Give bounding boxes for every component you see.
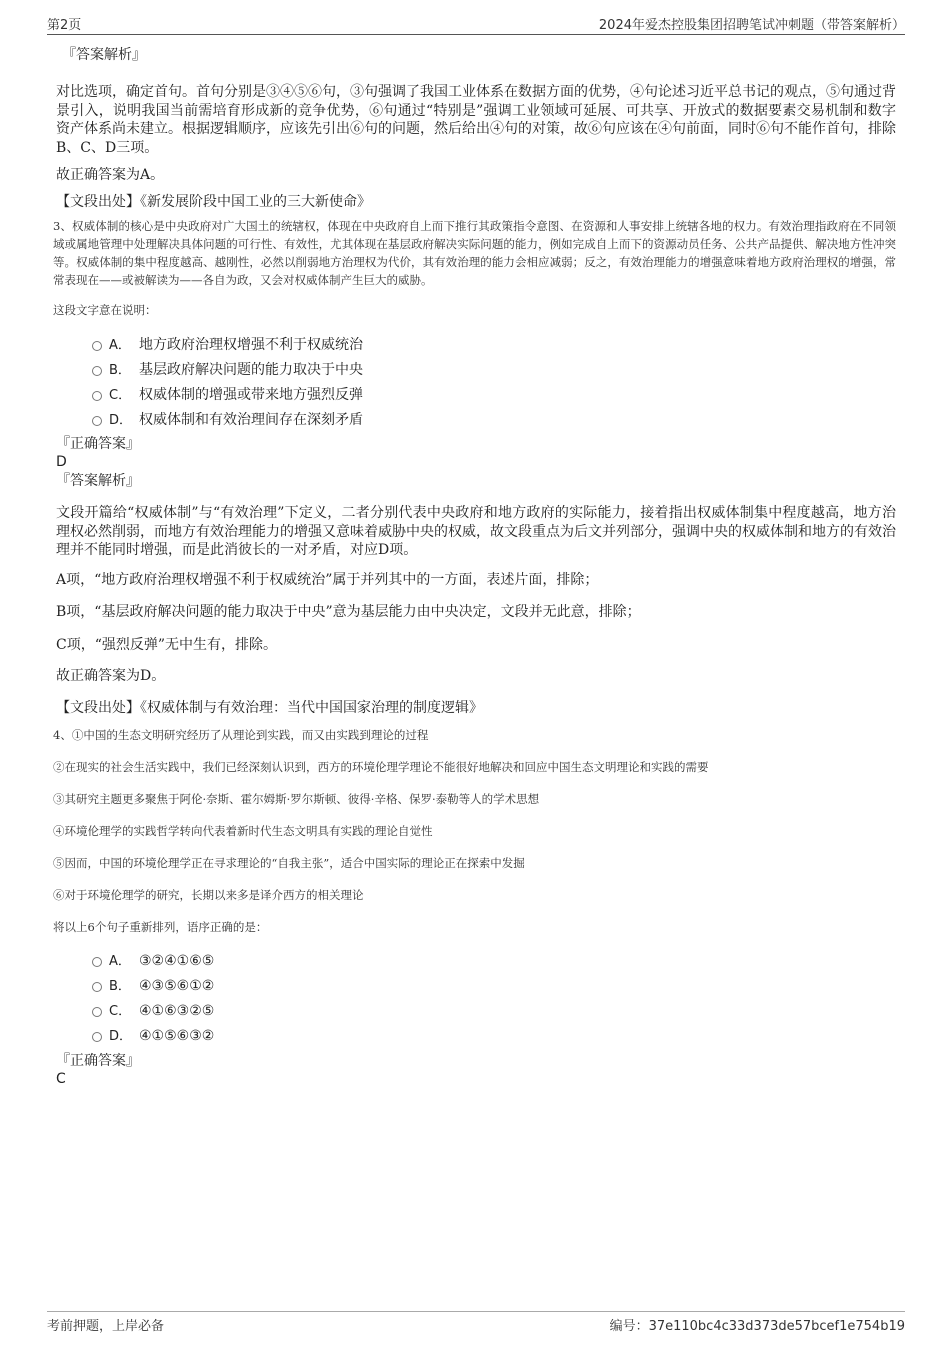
q4-option-c[interactable]: C． ④①⑥③②⑤ <box>53 999 896 1024</box>
q3-note-b: B项，“基层政府解决问题的能力取决于中央”意为基层能力由中央决定，文段并无此意，排除； <box>56 604 641 620</box>
q3-analysis-label: 『答案解析』 <box>56 473 140 489</box>
q3-conclusion: 故正确答案为D。 <box>56 668 166 684</box>
radio-icon[interactable] <box>92 957 102 967</box>
q3-option-d[interactable]: D． 权威体制和有效治理间存在深刻矛盾 <box>53 408 896 433</box>
radio-icon[interactable] <box>92 1032 102 1042</box>
page-content <box>53 40 896 1088</box>
q3-option-a[interactable]: A． 地方政府治理权增强不利于权威统治 <box>53 333 896 358</box>
q4-answer: C <box>56 1071 66 1087</box>
q2-analysis-label: 『答案解析』 <box>62 47 146 63</box>
radio-icon[interactable] <box>92 341 102 351</box>
q4-option-d[interactable]: D． ④①⑤⑥③② <box>53 1024 896 1049</box>
q3-analysis: 文段开篇给“权威体制”与“有效治理”下定义，二者分别代表中央政府和地方政府的实际能力，接着指出权威体制集中程度越高，地方治理权必然削弱，而地方有效治理能力的增强又意味着威胁中央的权威，故文段重点为后文并列部分，强调中央的权威体制和地方的有效治理并不能同时增强，而是此消彼长的一对矛盾，对应D项。 <box>56 505 896 558</box>
page-footer <box>47 1311 905 1334</box>
q4-sentence-3: ③其研究主题更多聚焦于阿伦·奈斯、霍尔姆斯·罗尔斯顿、彼得·辛格、保罗·泰勒等人的学术思想 <box>53 792 540 806</box>
q2-source: 【文段出处】《新发展阶段中国工业的三大新使命》 <box>56 193 371 210</box>
page-header <box>47 12 905 35</box>
document-serial: 编号：37e110bc4c33d373de57bcef1e754b19 <box>609 1319 905 1334</box>
q3-option-b[interactable]: B． 基层政府解决问题的能力取决于中央 <box>53 358 896 383</box>
page-number: 第2页 <box>47 18 82 33</box>
q3-answer-label: 『正确答案』 <box>56 436 140 452</box>
q3-options <box>53 333 896 433</box>
q3-stem: 3、权威体制的核心是中央政府对广大国土的统辖权，体现在中央政府自上而下推行其政策指令意图、在资源和人事安排上统辖各地的权力。有效治理指政府在不同领域或属地管理中处理解决具体问题的可行性、有效性，尤其体现在基层政府解决实际问题的能力，例如完成自上而下的资源动员任务、公共产品提供、解决地方性冲突等。权威体制的集中程度越高、越刚性，必然以削弱地方治理权为代价，其有效治理的能力会相应减弱；反之，有效治理能力的增强意味着地方政府治理权的增强，常常表现在——或被解读为——各自为政，又会对权威体制产生巨大的威胁。 <box>53 219 896 287</box>
q4-prompt: 将以上6个句子重新排列，语序正确的是： <box>53 920 268 934</box>
q4-sentence-5: ⑤因而，中国的环境伦理学正在寻求理论的“自我主张”，适合中国实际的理论正在探索中发掘 <box>53 856 525 870</box>
radio-icon[interactable] <box>92 416 102 426</box>
q4-options <box>53 949 896 1049</box>
q3-note-c: C项，“强烈反弹”无中生有，排除。 <box>56 636 278 653</box>
radio-icon[interactable] <box>92 982 102 992</box>
q4-sentence-2: ②在现实的社会生活实践中，我们已经深刻认识到，西方的环境伦理学理论不能很好地解决和回应中国生态文明理论和实践的需要 <box>53 760 709 774</box>
q4-sentence-4: ④环境伦理学的实践哲学转向代表着新时代生态文明具有实践的理论自觉性 <box>53 824 433 838</box>
q3-source: 【文段出处】《权威体制与有效治理：当代中国国家治理的制度逻辑》 <box>56 699 483 716</box>
document-title: 2024年爱杰控股集团招聘笔试冲刺题（带答案解析） <box>598 18 905 33</box>
q2-analysis: 对比选项，确定首句。首句分别是③④⑤⑥句，③句强调了我国工业体系在数据方面的优势，④句论述习近平总书记的观点，⑤句通过背景引入，说明我国当前需培育形成新的竞争优势，⑥句通过“特别是”强调工业领域可延展、可共享、开放式的数据要素交易机制和数字资产体系尚未建立。根据逻辑顺序，应该先引出⑥句的问题，然后给出④句的对策，故⑥句应该在④句前面，同时⑥句不能作首句，排除B、C、D三项。 <box>56 84 896 156</box>
q3-answer: D <box>56 454 67 470</box>
q4-option-b[interactable]: B． ④③⑤⑥①② <box>53 974 896 999</box>
q3-option-c[interactable]: C． 权威体制的增强或带来地方强烈反弹 <box>53 383 896 408</box>
radio-icon[interactable] <box>92 391 102 401</box>
q3-prompt: 这段文字意在说明： <box>53 303 157 317</box>
radio-icon[interactable] <box>92 366 102 376</box>
q4-option-a[interactable]: A． ③②④①⑥⑤ <box>53 949 896 974</box>
footer-slogan: 考前押题，上岸必备 <box>47 1319 165 1334</box>
radio-icon[interactable] <box>92 1007 102 1017</box>
q4-sentence-6: ⑥对于环境伦理学的研究，长期以来多是译介西方的相关理论 <box>53 888 364 902</box>
q3-note-a: A项，“地方政府治理权增强不利于权威统治”属于并列其中的一方面，表述片面，排除； <box>56 571 599 588</box>
q2-conclusion: 故正确答案为A。 <box>56 167 165 183</box>
q4-sentence-1: 4、①中国的生态文明研究经历了从理论到实践，而又由实践到理论的过程 <box>53 728 429 742</box>
q4-answer-label: 『正确答案』 <box>56 1053 140 1069</box>
